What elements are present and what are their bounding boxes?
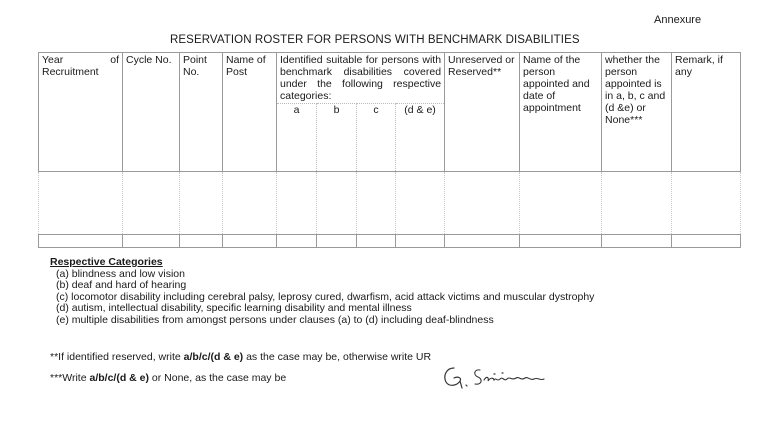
table-cell bbox=[672, 172, 741, 235]
col-identified-suitable: Identified suitable for persons with benchmark disabilities covered under the following respective categories: bbox=[277, 53, 445, 104]
table-cell bbox=[445, 235, 520, 248]
table-cell bbox=[180, 172, 223, 235]
col-cycle-no: Cycle No. bbox=[123, 53, 180, 172]
table-cell bbox=[223, 172, 277, 235]
col-whether-person-appointed: whether the person appointed is in a, b, c and (d &e) or None*** bbox=[602, 53, 672, 172]
col-year-of-recruitment: Year of Recruitment bbox=[39, 53, 123, 172]
table-cell bbox=[180, 235, 223, 248]
footnote-reserved-code: a/b/c/(d & e) bbox=[183, 351, 244, 363]
table-cell bbox=[520, 172, 602, 235]
subcol-d-e: (d & e) bbox=[396, 104, 445, 172]
table-cell bbox=[520, 235, 602, 248]
table-cell bbox=[396, 172, 445, 235]
table-cell bbox=[223, 235, 277, 248]
reservation-roster-table bbox=[38, 52, 741, 248]
footnote-reserved-prefix: **If identified reserved, write bbox=[50, 351, 184, 363]
footnote-appointed-suffix: or None, as the case may be bbox=[149, 372, 287, 384]
table-cell bbox=[396, 235, 445, 248]
subcol-c: c bbox=[357, 104, 396, 172]
subcol-b: b bbox=[317, 104, 357, 172]
col-unreserved-or-reserved: Unreserved or Reserved** bbox=[445, 53, 520, 172]
table-cell bbox=[602, 235, 672, 248]
table-cell bbox=[277, 235, 317, 248]
category-item-b: (b) deaf and hard of hearing bbox=[56, 279, 187, 291]
table-cell bbox=[357, 235, 396, 248]
subcol-a: a bbox=[277, 104, 317, 172]
page-title: RESERVATION ROSTER FOR PERSONS WITH BENCHMARK DISABILITIES bbox=[170, 34, 580, 46]
footnote-appointed-code: a/b/c/(d & e) bbox=[89, 372, 149, 384]
category-item-d: (d) autism, intellectual disability, specific learning disability and mental illness bbox=[56, 302, 412, 314]
category-item-c: (c) locomotor disability including cerebral palsy, leprosy cured, dwarfism, acid attack victims and muscular dystrophy bbox=[56, 290, 595, 303]
table-cell bbox=[357, 172, 396, 235]
footnote-appointed bbox=[50, 372, 286, 384]
table-cell bbox=[123, 172, 180, 235]
annexure-label: Annexure bbox=[654, 14, 702, 26]
signature-image bbox=[440, 360, 590, 392]
category-item-e: (e) multiple disabilities from amongst persons under clauses (a) to (d) including deaf-blindness bbox=[56, 313, 494, 326]
categories-section bbox=[50, 257, 594, 326]
table-cell bbox=[445, 172, 520, 235]
table-header-row bbox=[39, 53, 741, 104]
footnote-reserved bbox=[50, 351, 431, 363]
table-cell bbox=[39, 172, 123, 235]
footnote-appointed-prefix: ***Write bbox=[50, 372, 90, 384]
table-cell bbox=[277, 172, 317, 235]
col-name-of-person-appointed: Name of the person appointed and date of appointment bbox=[520, 53, 602, 172]
col-name-of-post: Name of Post bbox=[223, 53, 277, 172]
table-cell bbox=[317, 235, 357, 248]
category-item-a: (a) blindness and low vision bbox=[56, 267, 185, 280]
table-cell bbox=[123, 235, 180, 248]
table-cell bbox=[39, 235, 123, 248]
col-point-no: Point No. bbox=[180, 53, 223, 172]
table-cell bbox=[672, 235, 741, 248]
categories-heading: Respective Categories bbox=[50, 256, 163, 268]
table-row bbox=[39, 172, 741, 235]
footnote-reserved-suffix: as the case may be, otherwise write UR bbox=[243, 351, 432, 363]
table-row bbox=[39, 235, 741, 248]
col-remark: Remark, if any bbox=[672, 53, 741, 172]
table-cell bbox=[602, 172, 672, 235]
table-cell bbox=[317, 172, 357, 235]
